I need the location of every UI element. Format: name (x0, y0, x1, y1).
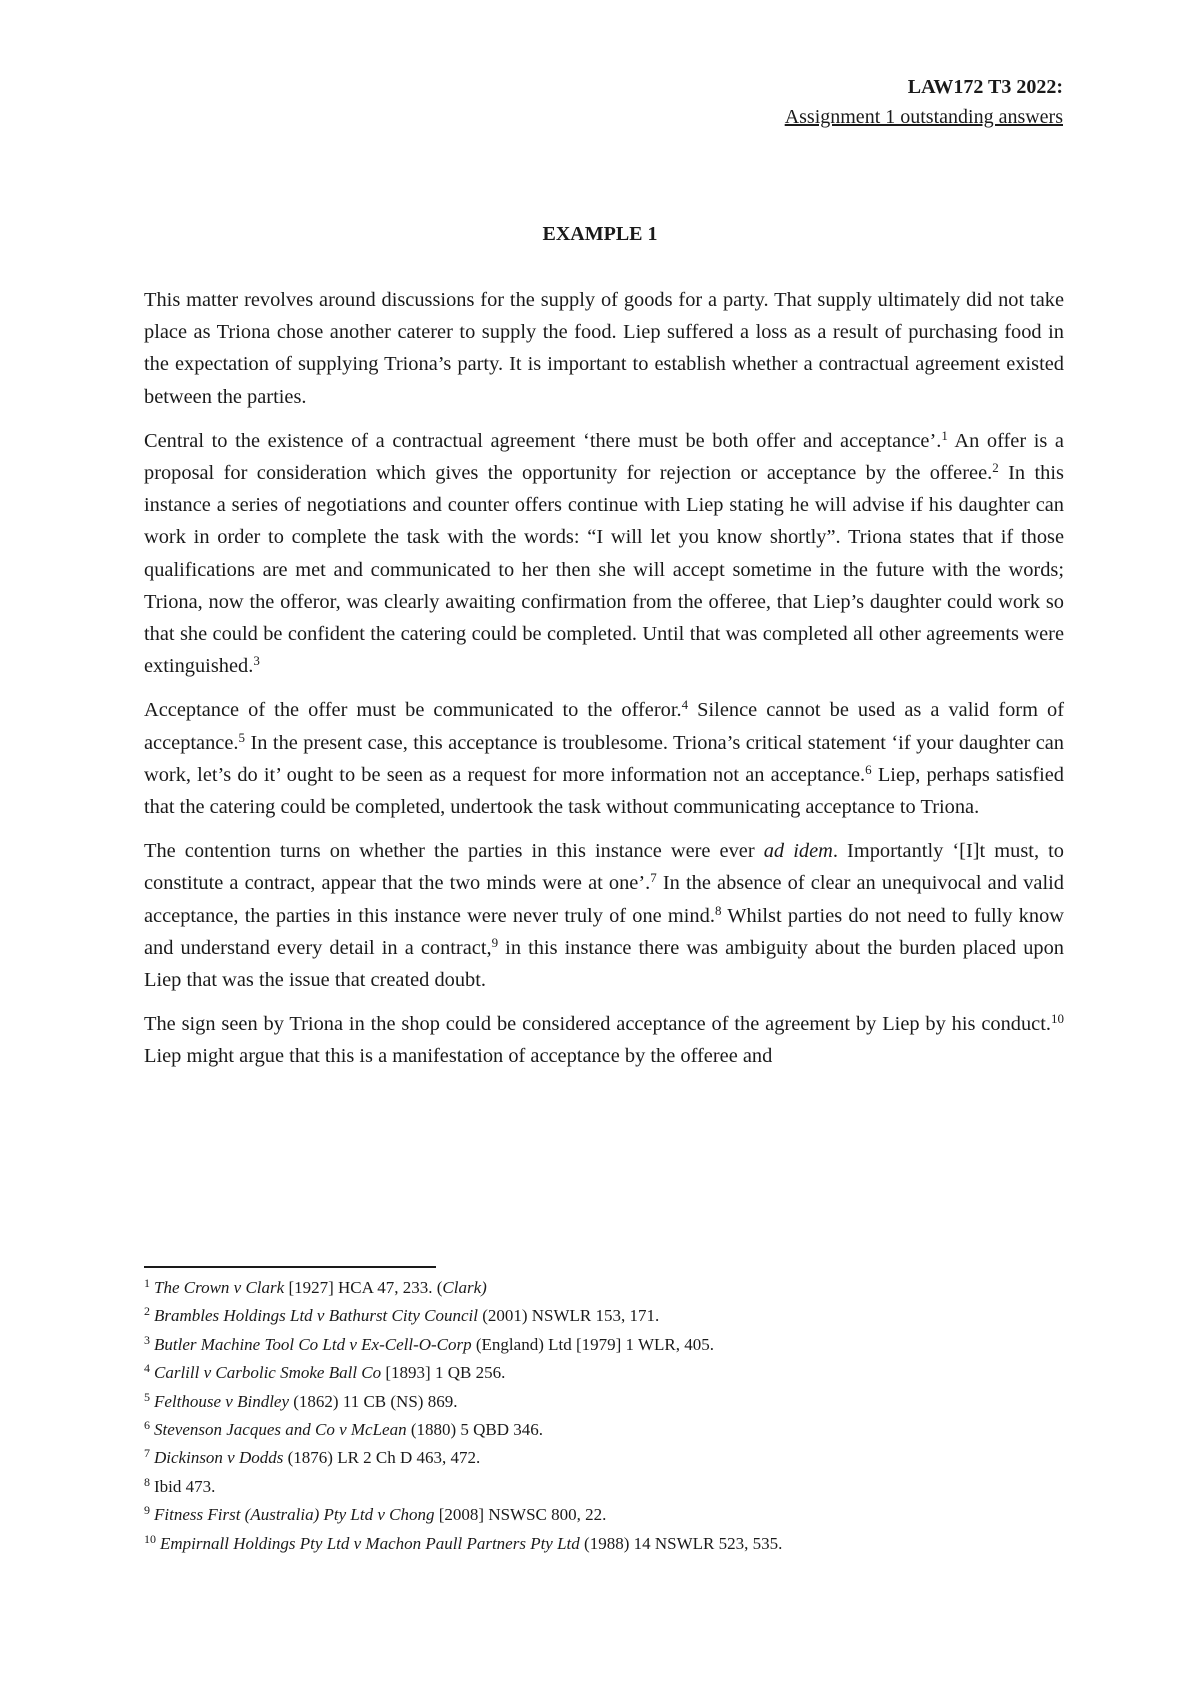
document-header (785, 72, 1063, 132)
footnote-number: 2 (144, 1304, 150, 1319)
italic-text: Carlill v Carbolic Smoke Ball Co (154, 1363, 382, 1383)
text-run: (2001) NSWLR 153, 171. (477, 1306, 660, 1326)
text-run: in this instance there was ambiguity about the burden placed upon Liep that was the issue that created doubt. (144, 936, 1064, 992)
text-run: In the present case, this acceptance is troublesome. Triona’s critical statement ‘if your daughter can work, let’s do it’ ought to be seen as a request for more information not an acceptance. (144, 731, 1064, 786)
section-heading: EXAMPLE 1 (542, 223, 658, 245)
text-run: [2008] NSWSC 800, 22. (434, 1505, 607, 1525)
text-run: Central to the existence of a contractual agreement ‘there must be both offer and acceptance’. (144, 429, 942, 452)
italic-text: Fitness First (Australia) Pty Ltd v Chong (154, 1505, 435, 1525)
footnote-ref: 5 (238, 729, 246, 745)
footnote-number: 3 (144, 1332, 150, 1347)
footnote-ref: 7 (650, 870, 657, 886)
footnotes-list (144, 1274, 1064, 1558)
paragraph (144, 694, 1064, 823)
footnote (144, 1274, 1064, 1302)
footnote-ref: 9 (491, 934, 499, 950)
footnote-ref: 2 (992, 459, 999, 475)
paragraph (144, 425, 1064, 683)
footnote (144, 1302, 1064, 1330)
footnote (144, 1501, 1064, 1529)
footnote-number: 4 (144, 1361, 150, 1376)
text-run: (England) Ltd [1979] 1 WLR, 405. (471, 1334, 714, 1354)
footnote-ref: 8 (714, 902, 722, 918)
document-subtitle: Assignment 1 outstanding answers (784, 106, 1063, 128)
footnote-divider (144, 1266, 436, 1268)
text-run: [1927] HCA 47, 233. ( (284, 1278, 443, 1297)
text-run: Liep might argue that this is a manifestation of acceptance by the offeree and (144, 1045, 773, 1068)
text-run: Liep, perhaps satisfied that the catering could be completed, undertook the task without communicating acceptance to Triona. (144, 763, 1064, 819)
italic-text: The Crown v Clark (154, 1278, 285, 1297)
text-run: Acceptance of the offer must be communicated to the offeror. (144, 699, 682, 722)
text-run: (1988) 14 NSWLR 523, 535. (579, 1533, 783, 1553)
text-run: The contention turns on whether the parties in this instance were ever (144, 840, 764, 863)
footnote-ref: 10 (1051, 1011, 1064, 1027)
text-run: This matter revolves around discussions for the supply of goods for a party. That supply ultimately did not take place as Triona chose another caterer to supply the food. Liep suffered a loss as a result of purchasing food in the expectation of supplying Triona’s party. It is important to establish whether a contractual agreement existed between the parties. (144, 289, 1064, 408)
text-run: . Importantly ‘[I]t must, to constitute a contract, appear that the two minds were at one’. (144, 840, 1065, 895)
footnote-ref: 6 (865, 761, 872, 777)
body-text (144, 284, 1064, 1085)
text-run: The sign seen by Triona in the shop could be considered acceptance of the agreement by Liep by his conduct. (144, 1013, 1051, 1036)
text-run: In this instance a series of negotiations and counter offers continue with Liep stating he will advise if his daughter can work in order to complete the task with the words: “I will let you know shortly”. Triona states that if those qualifications are met and communicated to her then she will accept sometime in the future with the words; Triona, now the offeror, was clearly awaiting confirmation from the offeree, that Liep’s daughter could work so that she could be confident the catering could be completed. Until that was completed all other agreements were extinguished. (144, 462, 1064, 678)
text-run: Whilst parties do not need to fully know and understand every detail in a contract, (144, 904, 1064, 959)
footnote-number: 8 (144, 1474, 150, 1489)
text-run: [1893] 1 QB 256. (381, 1363, 506, 1383)
paragraph (144, 1008, 1064, 1072)
course-code: LAW172 T3 2022: (907, 76, 1063, 98)
italic-text: Dickinson v Dodds (154, 1448, 284, 1468)
text-run: In the absence of clear an unequivocal and valid acceptance, the parties in this instance were never truly of one mind. (144, 872, 1064, 927)
footnote (144, 1473, 1064, 1501)
paragraph (144, 835, 1064, 996)
italic-text: ad idem (763, 840, 833, 863)
footnote (144, 1416, 1064, 1444)
text-run: An offer is a proposal for consideration which gives the opportunity for rejection or acceptance by the offeree. (144, 429, 1064, 485)
footnote (144, 1331, 1064, 1359)
footnote (144, 1444, 1064, 1472)
italic-text: Clark) (442, 1278, 487, 1297)
footnote (144, 1359, 1064, 1387)
text-run: Ibid 473. (154, 1476, 216, 1496)
footnote-number: 9 (144, 1503, 150, 1518)
footnote-number: 1 (144, 1276, 150, 1290)
footnote-number: 5 (144, 1389, 150, 1404)
footnote-ref: 4 (681, 697, 689, 713)
italic-text: Empirnall Holdings Pty Ltd v Machon Paull Partners Pty Ltd (160, 1533, 580, 1553)
footnote-ref: 1 (941, 427, 948, 443)
italic-text: Felthouse v Bindley (154, 1391, 290, 1411)
footnote-number: 6 (144, 1418, 150, 1433)
text-run: (1862) 11 CB (NS) 869. (289, 1391, 458, 1411)
footnote (144, 1530, 1064, 1558)
text-run: (1880) 5 QBD 346. (406, 1420, 544, 1440)
text-run: (1876) LR 2 Ch D 463, 472. (283, 1448, 481, 1468)
italic-text: Brambles Holdings Ltd v Bathurst City Council (154, 1306, 478, 1326)
footnote-number: 7 (144, 1446, 150, 1461)
italic-text: Stevenson Jacques and Co v McLean (154, 1420, 407, 1440)
footnote (144, 1388, 1064, 1416)
footnote-number: 10 (144, 1531, 156, 1546)
italic-text: Butler Machine Tool Co Ltd v Ex-Cell-O-Corp (154, 1334, 472, 1354)
footnote-ref: 3 (253, 653, 260, 669)
text-run: Silence cannot be used as a valid form of acceptance. (144, 699, 1064, 754)
paragraph (144, 284, 1064, 413)
